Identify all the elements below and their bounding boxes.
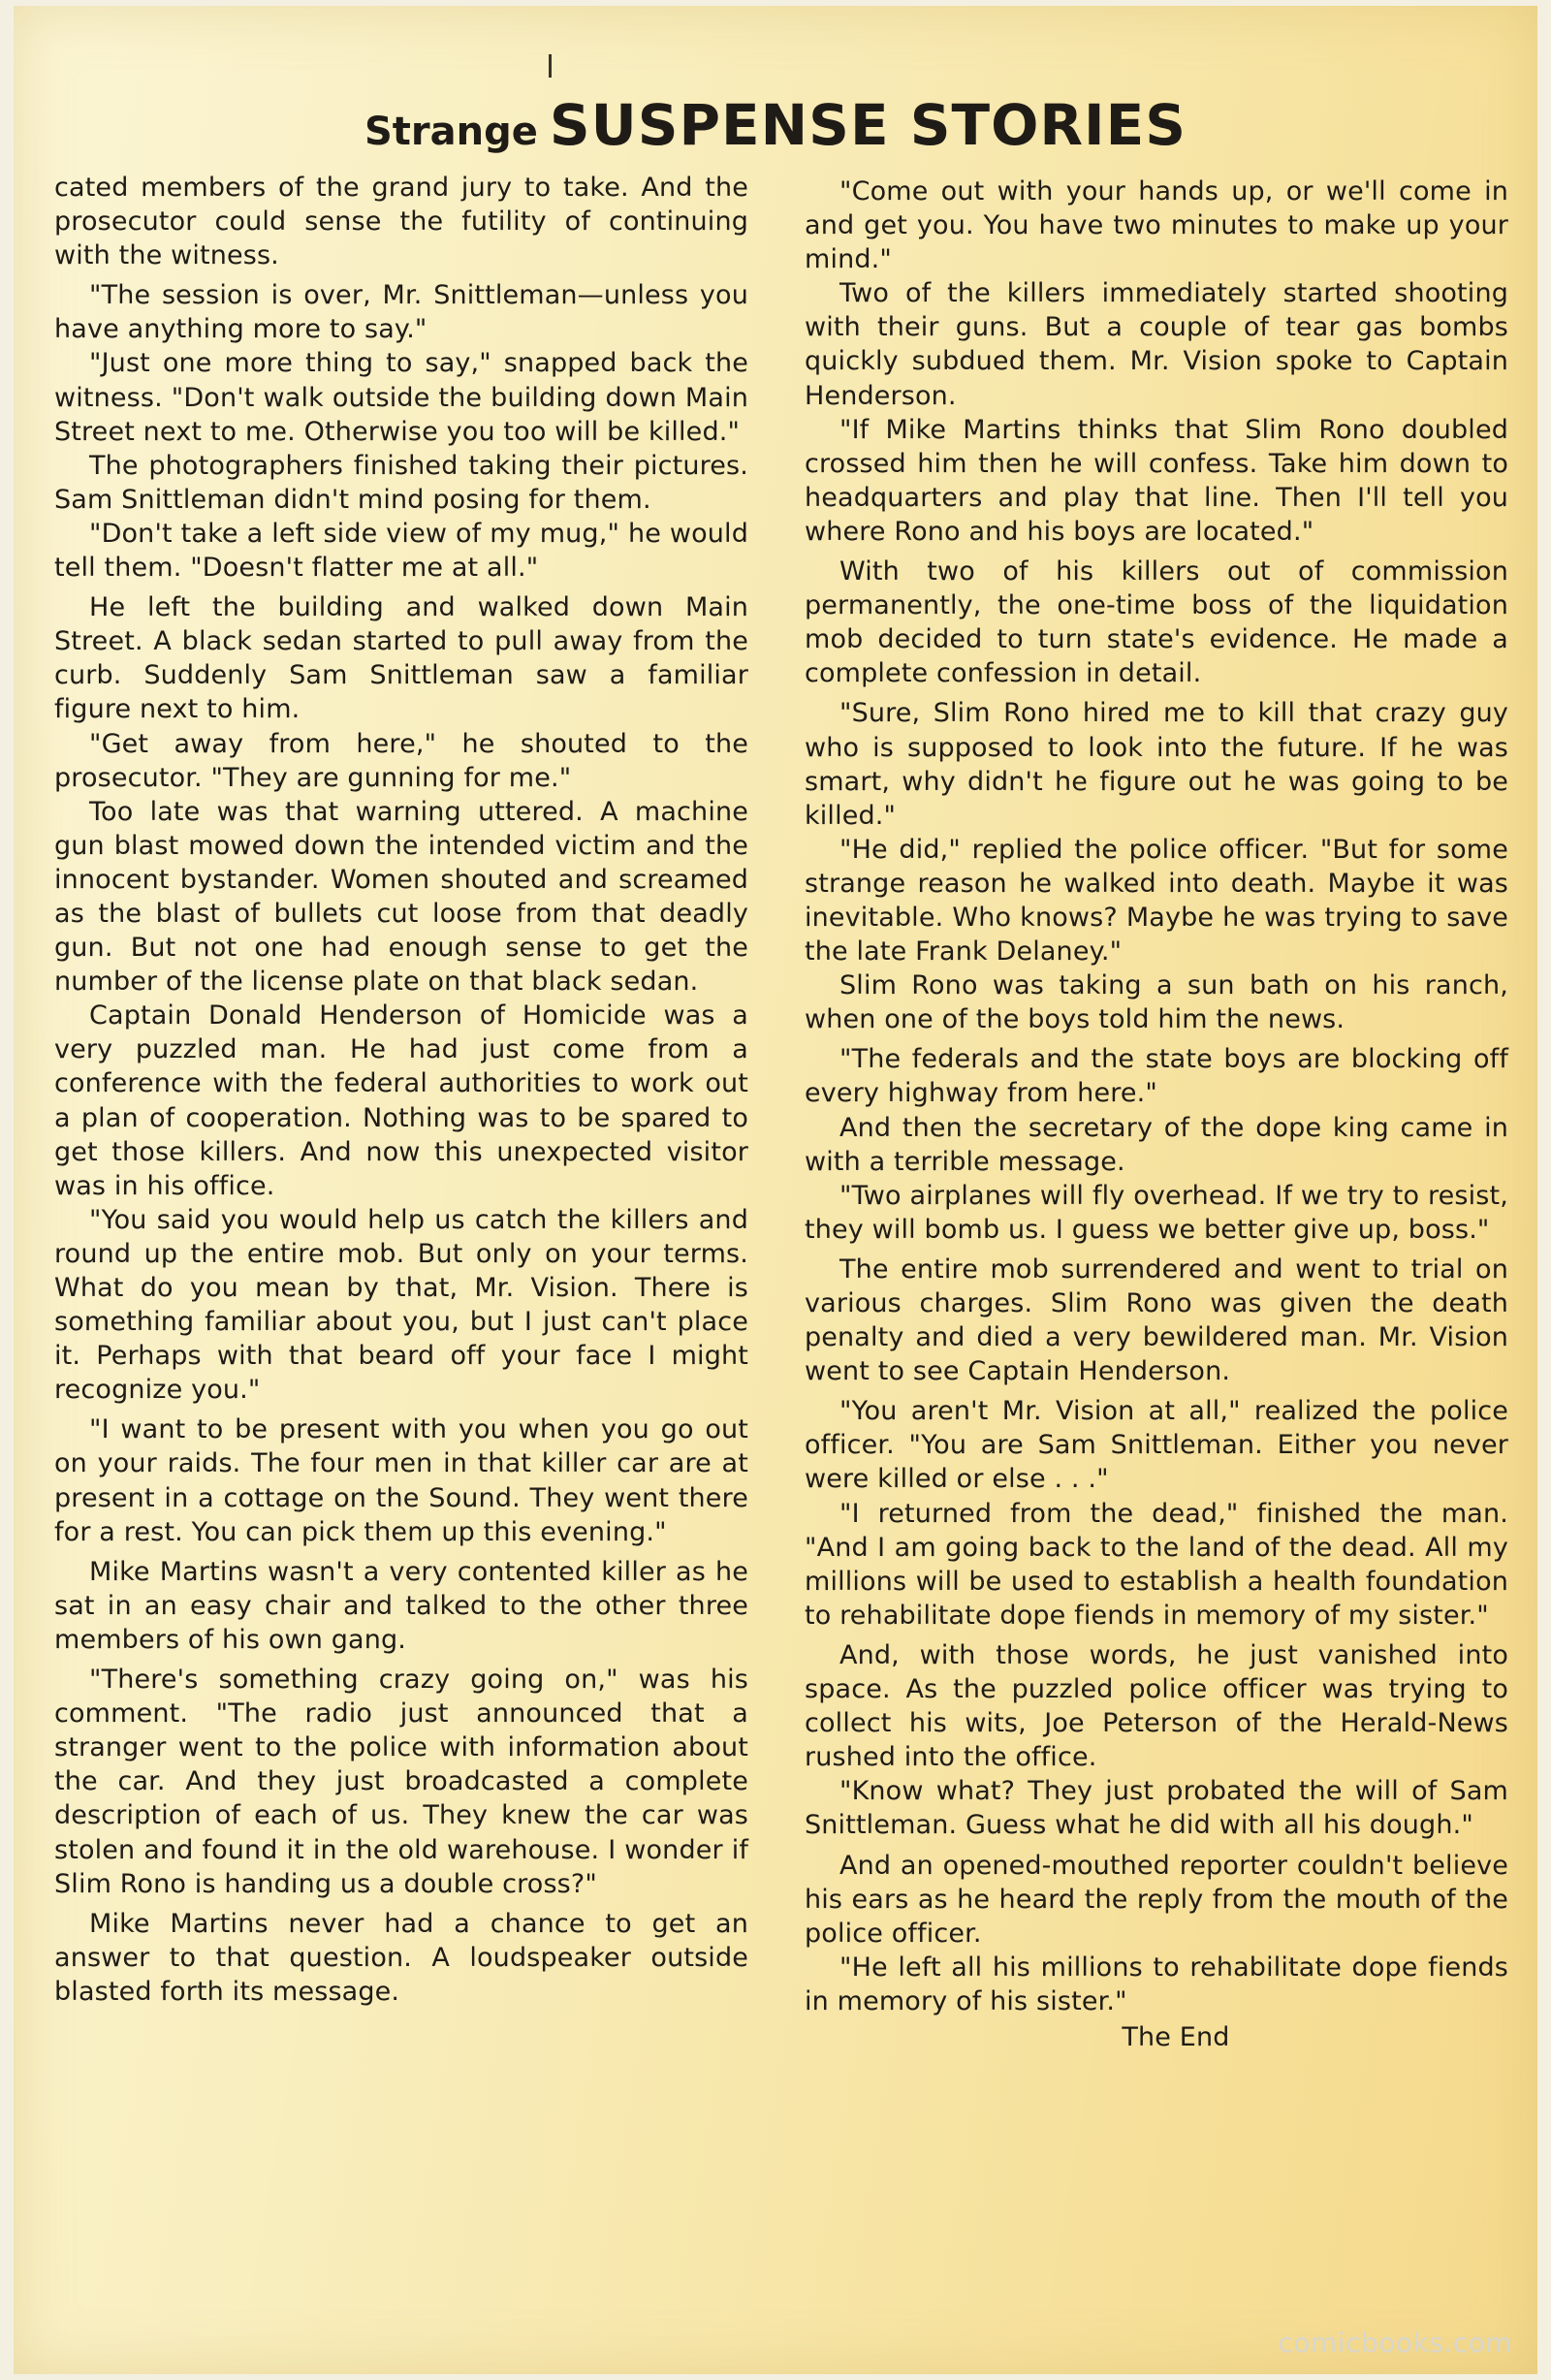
paragraph: "You said you would help us catch the killers and round up the entire mob. But only on your terms. What do you mean by that, Mr. Vision. There is something familiar about you, but I just can't place it. Perhaps with that beard off your face I might recognize you." bbox=[54, 1204, 748, 1406]
header-big-title: SUSPENSE STORIES bbox=[549, 92, 1187, 158]
paragraph: With two of his killers out of commission permanently, the one-time boss of the liquidation mob decided to turn state's evidence. He made a complete confession in detail. bbox=[805, 556, 1508, 689]
staple-mark bbox=[549, 54, 552, 78]
paragraph: "The session is over, Mr. Snittleman—unless you have anything more to say." bbox=[54, 280, 748, 345]
paragraph: "You aren't Mr. Vision at all," realized the police officer. "You are Sam Snittleman. Either you never were killed or else . . ." bbox=[805, 1396, 1508, 1495]
paragraph: Mike Martins wasn't a very contented killer as he sat in an easy chair and talked to the other three members of his own gang. bbox=[54, 1556, 748, 1655]
paragraph: "Know what? They just probated the will of Sam Snittleman. Guess what he did with all his dough." bbox=[805, 1776, 1508, 1841]
header-small-title: Strange bbox=[364, 110, 538, 154]
paragraph: "If Mike Martins thinks that Slim Rono doubled crossed him then he will confess. Take him down to headquarters and play that line. Then I'll tell you where Rono and his boys are located." bbox=[805, 414, 1508, 547]
paragraph: "Two airplanes will fly overhead. If we try to resist, they will bomb us. I guess we better give up, boss." bbox=[805, 1180, 1508, 1245]
paragraph: And, with those words, he just vanished into space. As the puzzled police officer was trying to collect his wits, Joe Peterson of the Herald-News rushed into the office. bbox=[805, 1639, 1508, 1773]
paragraph: He left the building and walked down Main Street. A black sedan started to pull away from the curb. Suddenly Sam Snittleman saw a familiar figure next to him. bbox=[54, 592, 748, 725]
paragraph: Captain Donald Henderson of Homicide was a very puzzled man. He had just come from a conference with the federal authorities to work out a plan of cooperation. Nothing was to be spared to get those killers. And now this unexpected visitor was in his office. bbox=[54, 1000, 748, 1201]
paragraph: "He did," replied the police officer. "But for some strange reason he walked into death. Maybe it was inevitable. Who knows? Maybe he was trying to save the late Frank Delaney." bbox=[805, 834, 1508, 968]
watermark: comicbooks.com bbox=[1278, 2327, 1512, 2359]
left-column bbox=[54, 171, 748, 2009]
paragraph: Slim Rono was taking a sun bath on his ranch, when one of the boys told him the news. bbox=[805, 970, 1508, 1035]
paragraph: "Just one more thing to say," snapped back the witness. "Don't walk outside the building down Main Street next to me. Otherwise you too will be killed." bbox=[54, 348, 748, 447]
paragraph: And then the secretary of the dope king came in with a terrible message. bbox=[805, 1112, 1508, 1177]
paragraph: "Come out with your hands up, or we'll come in and get you. You have two minutes to make up your mind." bbox=[805, 176, 1508, 275]
paragraph: "Sure, Slim Rono hired me to kill that crazy guy who is supposed to look into the future. If he was smart, why didn't he figure out he was going to be killed." bbox=[805, 698, 1508, 831]
paragraph: cated members of the grand jury to take. And the prosecutor could sense the futility of continuing with the witness. bbox=[54, 173, 748, 271]
paragraph: "The federals and the state boys are blocking off every highway from here." bbox=[805, 1044, 1508, 1109]
paragraph: The entire mob surrendered and went to trial on various charges. Slim Rono was given the death penalty and died a very bewildered man. Mr. Vision went to see Captain Henderson. bbox=[805, 1253, 1508, 1387]
page-header bbox=[0, 92, 1551, 158]
the-end-label: The End bbox=[1122, 2021, 1230, 2052]
paragraph: "I want to be present with you when you go out on your raids. The four men in that killer car are at present in a cottage on the Sound. They went there for a rest. You can pick them up this evening." bbox=[54, 1414, 748, 1547]
paragraph: "Get away from here," he shouted to the prosecutor. "They are gunning for me." bbox=[54, 728, 748, 793]
paragraph: Two of the killers immediately started shooting with their guns. But a couple of tear gas bombs quickly subdued them. Mr. Vision spoke to Captain Henderson. bbox=[805, 278, 1508, 411]
paragraph: "He left all his millions to rehabilitate dope fiends in memory of his sister." bbox=[805, 1952, 1508, 2016]
paragraph: And an opened-mouthed reporter couldn't believe his ears as he heard the reply from the mouth of the police officer. bbox=[805, 1850, 1508, 1949]
paragraph: "Don't take a left side view of my mug," he would tell them. "Doesn't flatter me at all." bbox=[54, 518, 748, 584]
paragraph: "I returned from the dead," finished the man. "And I am going back to the land of the dead. All my millions will be used to establish a health foundation to rehabilitate dope fiends in memory of my sister." bbox=[805, 1498, 1508, 1631]
right-column bbox=[805, 175, 1508, 2054]
paragraph: Mike Martins never had a chance to get an answer to that question. A loudspeaker outside blasted forth its message. bbox=[54, 1908, 748, 2007]
paragraph: "There's something crazy going on," was his comment. "The radio just announced that a stranger went to the police with information about the car. And they just broadcasted a complete description of each of us. They knew the car was stolen and found it in the old warehouse. I wonder if Slim Rono is handing us a double cross?" bbox=[54, 1665, 748, 1899]
paragraph: The photographers finished taking their pictures. Sam Snittleman didn't mind posing for them. bbox=[54, 450, 748, 515]
paragraph: Too late was that warning uttered. A machine gun blast mowed down the intended victim and the innocent bystander. Women shouted and screamed as the blast of bullets cut loose from that deadly gun. But not one had enough sense to get the number of the license plate on that black sedan. bbox=[54, 796, 748, 998]
